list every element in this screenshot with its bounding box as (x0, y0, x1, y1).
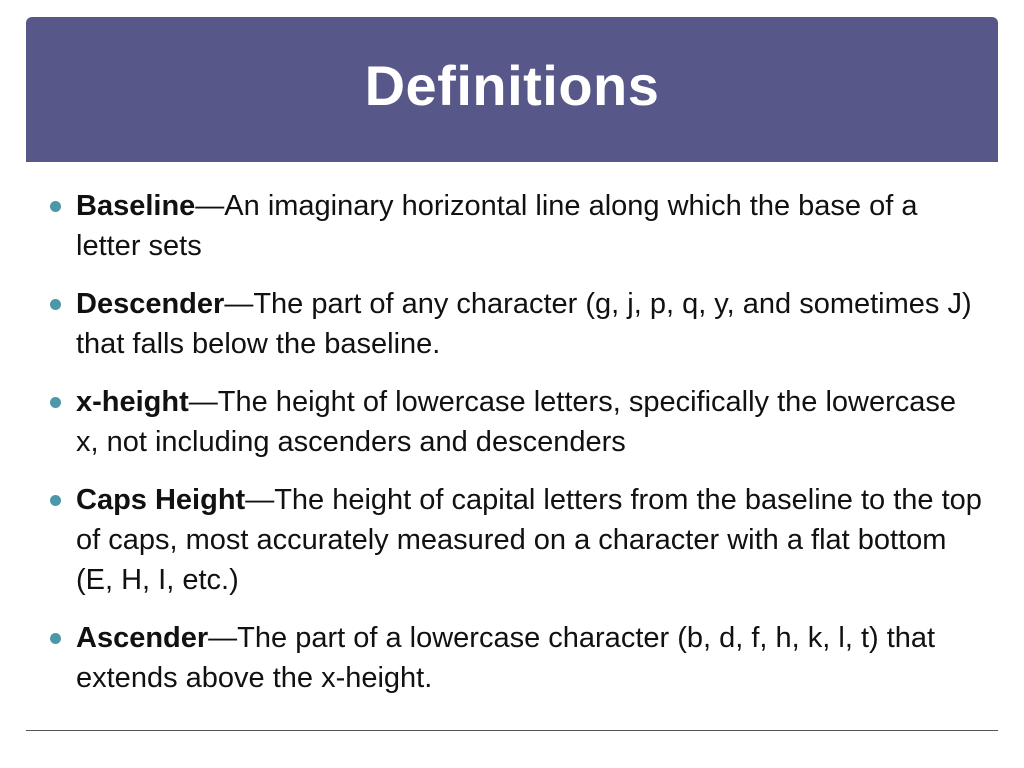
bullet-icon (50, 299, 61, 310)
definition-text: —The part of a lowercase character (b, d, f, h, k, l, t) that extends above the x-height. (76, 622, 936, 694)
footer-divider (26, 730, 998, 731)
definition-item-x-height (46, 382, 986, 462)
definition-term: Baseline (76, 190, 196, 222)
definition-text: —The height of capital letters from the baseline to the top of caps, most accurately measured on a character with a flat bottom (E, H, I, etc.) (76, 484, 982, 596)
bullet-icon (50, 633, 61, 644)
definition-text: —An imaginary horizontal line along which the base of a letter sets (76, 190, 918, 262)
definition-item-descender (46, 284, 986, 364)
definition-term: Descender (76, 288, 225, 320)
slide-title: Definitions (364, 54, 660, 117)
definition-term: x-height (76, 386, 189, 418)
bullet-icon (50, 201, 61, 212)
title-banner (26, 17, 998, 162)
definition-item-baseline (46, 186, 986, 266)
definitions-list (46, 186, 986, 716)
definition-term: Ascender (76, 622, 209, 654)
bullet-icon (50, 397, 61, 408)
definition-item-caps-height (46, 480, 986, 600)
definition-text: —The part of any character (g, j, p, q, y, and sometimes J) that falls below the baseline. (76, 288, 972, 360)
definition-text: —The height of lowercase letters, specifically the lowercase x, not including ascenders and descenders (76, 386, 957, 458)
definition-term: Caps Height (76, 484, 246, 516)
bullet-icon (50, 495, 61, 506)
definition-item-ascender (46, 618, 986, 698)
